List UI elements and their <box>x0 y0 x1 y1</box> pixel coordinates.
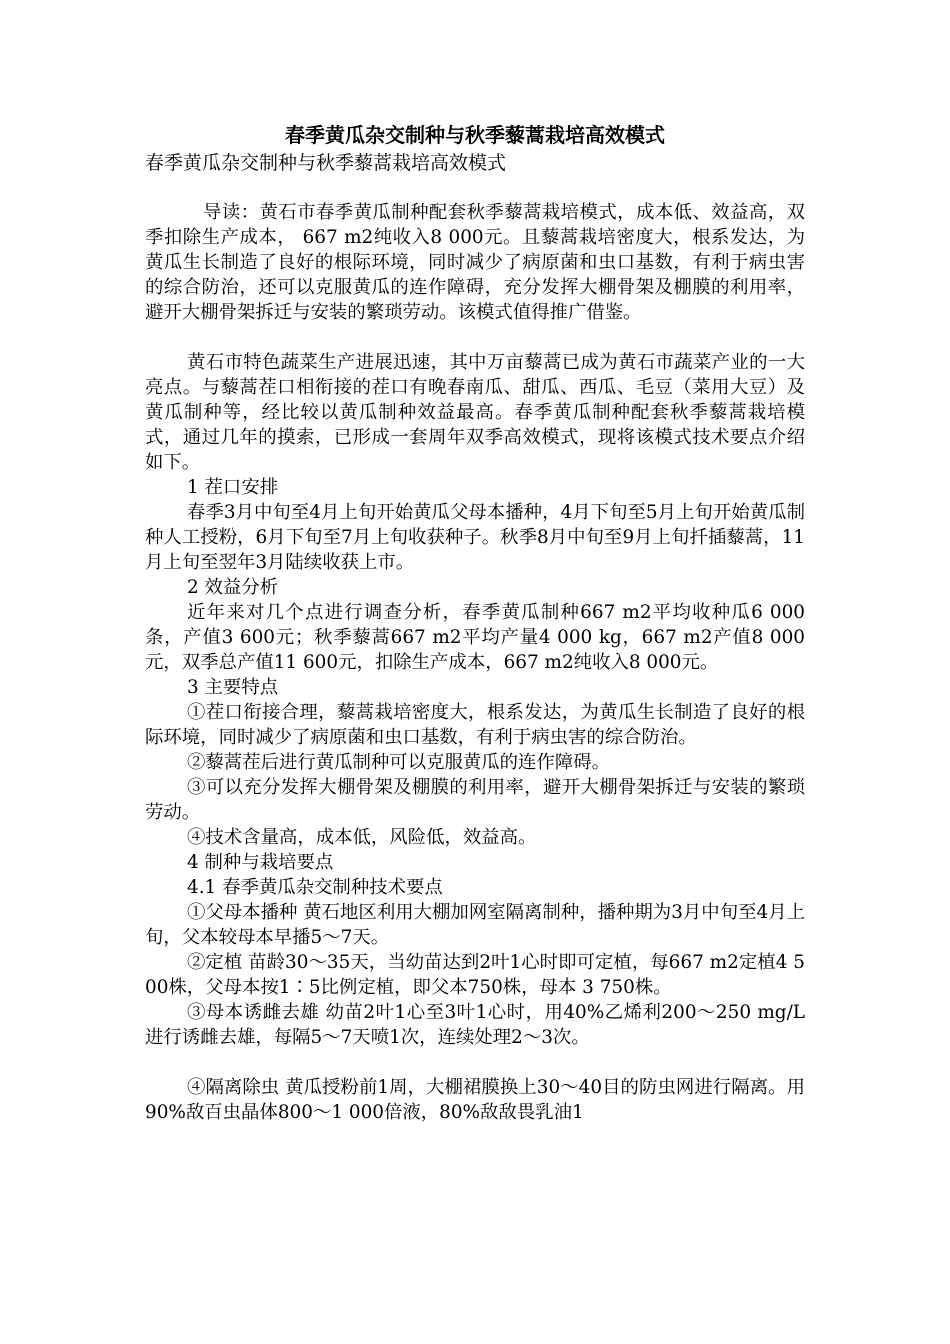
document-subtitle: 春季黄瓜杂交制种与秋季藜蒿栽培高效模式 <box>145 152 507 174</box>
body-paragraph: 近年来对几个点进行调查分析，春季黄瓜制种667 m2平均收种瓜6 000条，产值3 600元；秋季藜蒿667 m2平均产量4 000 kg，667 m2产值8 000元，双季总产值11 600元，扣除生产成本，667 m2纯收入8 000元。 <box>145 602 805 673</box>
subsection-heading-4-1: 4.1 春季黄瓜杂交制种技术要点 <box>187 877 443 898</box>
section-heading-3: 3 主要特点 <box>187 677 279 698</box>
list-item: ①茬口衔接合理，藜蒿栽培密度大，根系发达，为黄瓜生长制造了良好的根际环境，同时减少了病原菌和虫口基数，有利于病虫害的综合防治。 <box>145 702 805 748</box>
list-item: ②藜蒿茬后进行黄瓜制种可以克服黄瓜的连作障碍。 <box>187 752 610 773</box>
section-heading-1: 1 茬口安排 <box>187 477 279 498</box>
section-heading-4: 4 制种与栽培要点 <box>187 852 334 873</box>
section-heading-2: 2 效益分析 <box>187 577 279 598</box>
body-paragraph: 黄石市特色蔬菜生产进展迅速，其中万亩藜蒿已成为黄石市蔬菜产业的一大亮点。与藜蒿茬口相衔接的茬口有晚春南瓜、甜瓜、西瓜、毛豆（菜用大豆）及黄瓜制种等，经比较以黄瓜制种效益最高。春季黄瓜制种配套秋季藜蒿栽培模式，通过几年的摸索，已形成一套周年双季高效模式，现将该模式技术要点介绍如下。 <box>145 352 805 473</box>
list-item: ②定植 苗龄30～35天，当幼苗达到2叶1心时即可定植，每667 m2定植4 500株，父母本按1∶5比例定植，即父本750株，母本 3 750株。 <box>145 952 805 998</box>
list-item: ③母本诱雌去雄 幼苗2叶1心至3叶1心时，用40%乙烯利200～250 mg/L进行诱雌去雄，每隔5～7天喷1次，连续处理2～3次。 <box>145 1002 805 1048</box>
list-item: ①父母本播种 黄石地区利用大棚加网室隔离制种，播种期为3月中旬至4月上旬，父本较母本早播5～7天。 <box>145 902 805 948</box>
list-item: ④隔离除虫 黄瓜授粉前1周，大棚裙膜换上30～40目的防虫网进行隔离。用90%敌百虫晶体800～1 000倍液，80%敌敌畏乳油1 <box>145 1077 805 1123</box>
document-page <box>145 120 805 1125</box>
list-item: ④技术含量高，成本低，风险低，效益高。 <box>187 827 537 848</box>
document-title: 春季黄瓜杂交制种与秋季藜蒿栽培高效模式 <box>285 123 665 147</box>
body-paragraph: 春季3月中旬至4月上旬开始黄瓜父母本播种，4月下旬至5月上旬开始黄瓜制种人工授粉，6月下旬至7月上旬收获种子。秋季8月中旬至9月上旬扦插藜蒿，11月上旬至翌年3月陆续收获上市。 <box>145 502 805 573</box>
list-item: ③可以充分发挥大棚骨架及棚膜的利用率，避开大棚骨架拆迁与安装的繁琐劳动。 <box>145 777 805 823</box>
intro-paragraph: 导读：黄石市春季黄瓜制种配套秋季藜蒿栽培模式，成本低、效益高，双季扣除生产成本， 667 m2纯收入8 000元。且藜蒿栽培密度大，根系发达，为黄瓜生长制造了良好的根际环境，同时减少了病原菌和虫口基数，有利于病虫害的综合防治，还可以克服黄瓜的连作障碍，充分发挥大棚骨架及棚膜的利用率，避开大棚骨架拆迁与安装的繁琐劳动。该模式值得推广借鉴。 <box>145 202 805 323</box>
